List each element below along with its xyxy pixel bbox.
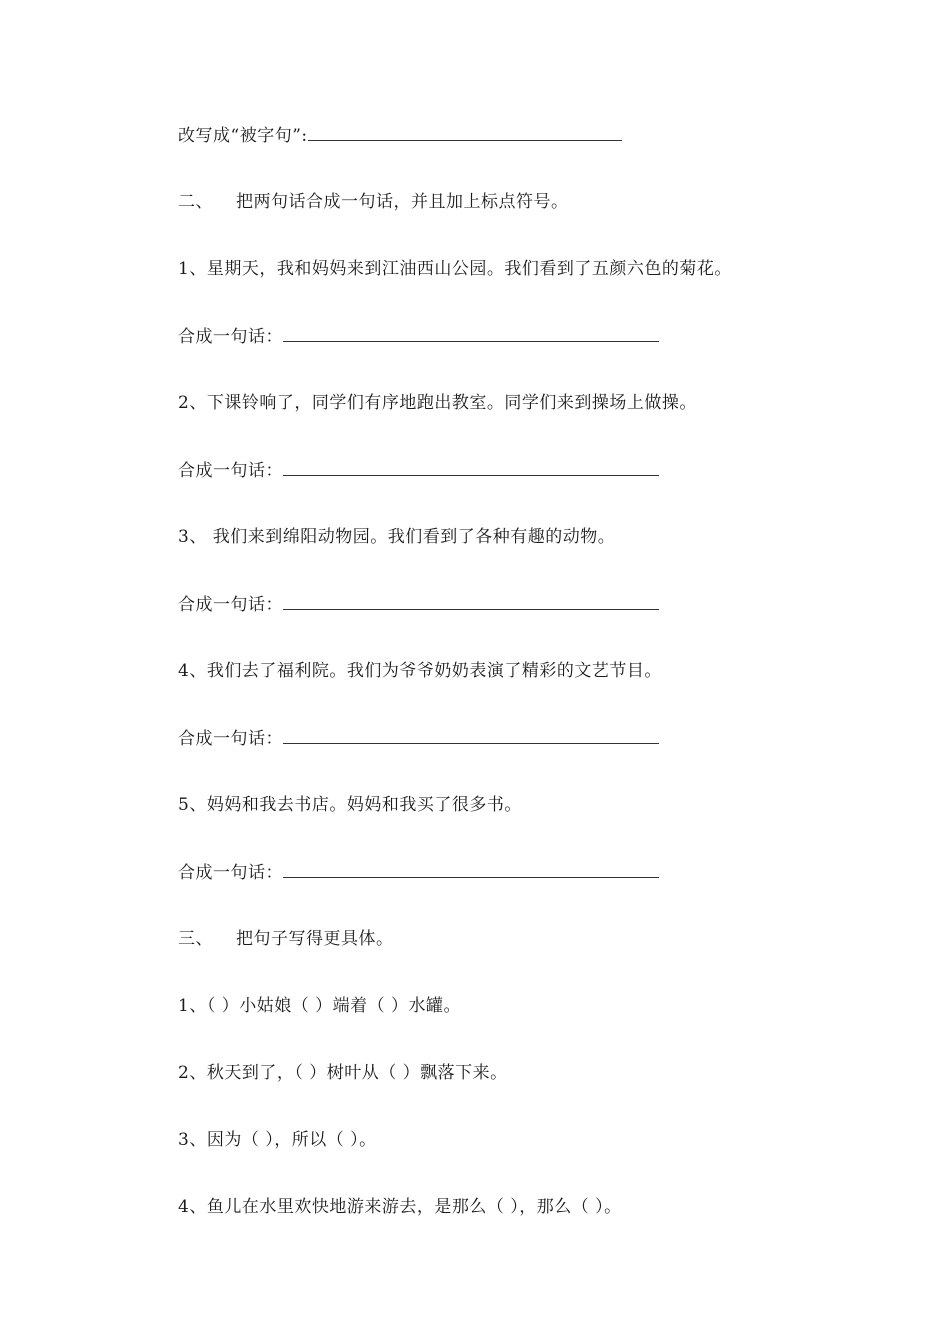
answer-blank[interactable]	[283, 459, 659, 476]
section-title: 把两句话合成一句话，并且加上标点符号。	[236, 192, 569, 212]
answer-row	[178, 727, 659, 750]
section-3-heading	[178, 928, 394, 950]
answer-blank[interactable]	[283, 727, 659, 744]
answer-label: 合成一句话：	[178, 595, 283, 615]
question-item: 3、 我们来到绵阳动物园。我们看到了各种有趣的动物。	[178, 527, 616, 547]
answer-blank[interactable]	[308, 124, 622, 141]
question-item: 4、我们去了福利院。我们为爷爷奶奶表演了精彩的文艺节目。	[178, 661, 662, 681]
answer-row	[178, 459, 659, 482]
answer-label: 合成一句话：	[178, 729, 283, 749]
answer-blank[interactable]	[283, 861, 659, 878]
answer-blank[interactable]	[283, 325, 659, 342]
section-number: 三、	[178, 929, 213, 949]
rewrite-passive-line	[178, 124, 622, 147]
section-title: 把句子写得更具体。	[236, 929, 394, 949]
rewrite-passive-label: 改写成“被字句”:	[178, 126, 308, 146]
answer-label: 合成一句话：	[178, 327, 283, 347]
section-number: 二、	[178, 192, 213, 212]
answer-row	[178, 593, 659, 616]
section-2-heading	[178, 191, 569, 213]
question-item: 5、妈妈和我去书店。妈妈和我买了很多书。	[178, 795, 522, 815]
question-item: 4、鱼儿在水里欢快地游来游去，是那么（ ），那么（ ）。	[178, 1197, 622, 1217]
answer-row	[178, 861, 659, 884]
question-item: 3、因为（ ），所以（ ）。	[178, 1130, 377, 1150]
answer-label: 合成一句话：	[178, 461, 283, 481]
question-item: 2、秋天到了，（ ）树叶从（ ）飘落下来。	[178, 1063, 508, 1083]
answer-blank[interactable]	[283, 593, 659, 610]
answer-label: 合成一句话：	[178, 863, 283, 883]
answer-row	[178, 325, 659, 348]
question-item: 2、下课铃响了，同学们有序地跑出教室。同学们来到操场上做操。	[178, 393, 697, 413]
question-item: 1、（ ）小姑娘（ ）端着（ ）水罐。	[178, 996, 462, 1016]
question-item: 1、星期天，我和妈妈来到江油西山公园。我们看到了五颜六色的菊花。	[178, 259, 732, 279]
